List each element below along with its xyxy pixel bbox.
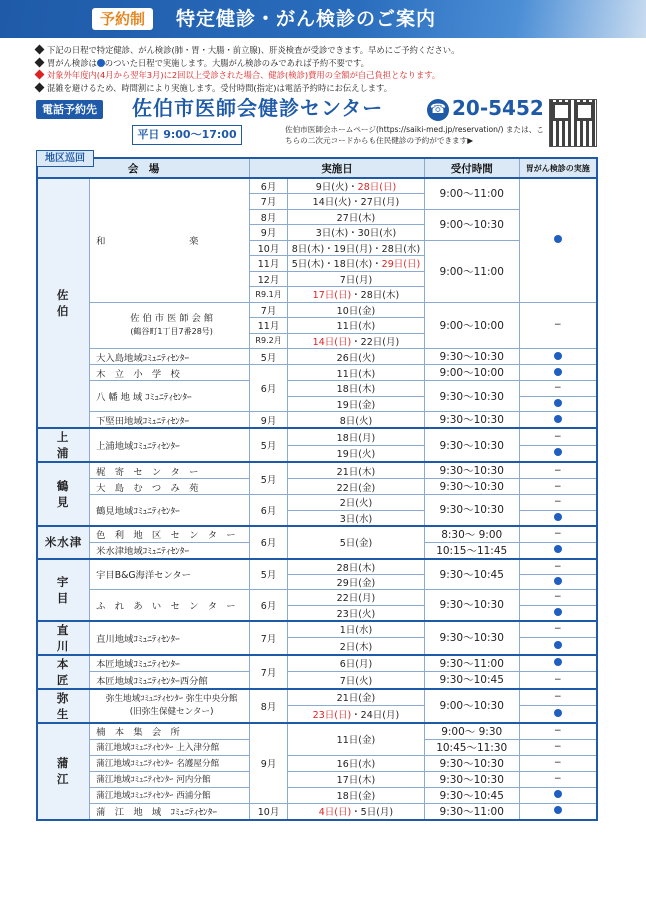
notes (36, 44, 626, 94)
gastric-mark: − (519, 559, 597, 575)
venue-oshima: 大 島 む つ み 苑 (90, 479, 250, 495)
month-cell: R9.1月 (250, 287, 288, 303)
blue-dot-icon (554, 790, 562, 798)
blue-dot-icon (554, 641, 562, 649)
venue-kamae: 蒲 江 地 域 ｺﾐｭﾆﾃｨｾﾝﾀｰ (90, 803, 250, 820)
date-cell: 1日(水) (288, 621, 425, 638)
date-cell: 5日(金) (288, 526, 425, 559)
month-cell: 7月 (250, 194, 288, 210)
table-row (37, 689, 597, 706)
venue-yayoi: 弥生地域ｺﾐｭﾆﾃｨｾﾝﾀｰ 弥生中央分館 (旧弥生保健センター) (90, 689, 250, 723)
gastric-mark (519, 445, 597, 462)
table-row (37, 771, 597, 787)
month-cell: 5月 (250, 349, 288, 365)
date-cell: 2日(火) (288, 495, 425, 511)
date-cell: 3日(水) (288, 510, 425, 526)
gastric-mark (519, 803, 597, 820)
date-cell: 8日(木)・19日(月)・28日(水) (288, 240, 425, 256)
time-cell: 9:30〜10:45 (424, 672, 519, 689)
month-cell: 5月 (250, 428, 288, 462)
table-row (37, 755, 597, 771)
month-cell: 5月 (250, 559, 288, 590)
date-cell: 19日(火) (288, 445, 425, 462)
gastric-mark (519, 510, 597, 526)
time-cell: 9:30〜11:00 (424, 803, 519, 820)
venue-kawauchi: 蒲江地域ｺﾐｭﾆﾃｨｾﾝﾀｰ 河内分館 (90, 771, 250, 787)
diamond-bullet-icon (35, 57, 45, 67)
table-row (37, 381, 597, 397)
month-cell: 7月 (250, 302, 288, 318)
time-cell: 9:30〜10:30 (424, 590, 519, 621)
date-cell: 16日(水) (288, 755, 425, 771)
blue-dot-icon (97, 59, 105, 67)
gastric-mark (519, 396, 597, 412)
time-cell: 9:00〜11:00 (424, 240, 519, 302)
month-cell: 6月 (250, 365, 288, 412)
table-row (37, 349, 597, 365)
gastric-mark: − (519, 462, 597, 479)
gastric-mark: − (519, 739, 597, 755)
venue-honjo-nishi: 本匠地域ｺﾐｭﾆﾃｨｾﾝﾀｰ西分館 (90, 672, 250, 689)
time-cell: 9:30〜10:30 (424, 381, 519, 412)
area-tsurumi: 鶴見 (37, 462, 90, 526)
table-row (37, 787, 597, 803)
month-cell: 11月 (250, 256, 288, 272)
date-cell: 18日(月) (288, 428, 425, 445)
date-cell: 6日(月) (288, 655, 425, 672)
venue-ishikai: 佐 伯 市 医 師 会 館 (鶴谷町1丁目7番28号) (90, 302, 250, 349)
venue-shimokatata: 下堅田地域ｺﾐｭﾆﾃｨｾﾝﾀｰ (90, 412, 250, 429)
gastric-mark: − (519, 479, 597, 495)
month-cell: 6月 (250, 178, 288, 194)
table-row (37, 723, 597, 740)
date-cell: 21日(木) (288, 462, 425, 479)
gastric-mark: − (519, 621, 597, 638)
blue-dot-icon (554, 448, 562, 456)
time-cell: 9:30〜10:30 (424, 495, 519, 526)
schedule-table (36, 157, 598, 821)
time-cell: 9:30〜10:30 (424, 462, 519, 479)
table-row (37, 495, 597, 511)
month-cell: 8月 (250, 689, 288, 723)
time-cell: 8:30〜 9:00 (424, 526, 519, 543)
date-cell: 23日(日)・24日(月) (288, 706, 425, 723)
table-row (37, 178, 597, 194)
gastric-mark: − (519, 723, 597, 740)
venue-ume-bg: 宇目B&G海洋センター (90, 559, 250, 590)
area-kamiura: 上浦 (37, 428, 90, 462)
gastric-mark: − (519, 771, 597, 787)
date-cell: 26日(火) (288, 349, 425, 365)
date-cell: 14日(火)・27日(月) (288, 194, 425, 210)
gastric-mark (519, 574, 597, 590)
blue-dot-icon (554, 658, 562, 666)
table-row (37, 803, 597, 820)
phone-icon: ☎ (427, 99, 449, 121)
gastric-mark: − (519, 526, 597, 543)
date-cell: 19日(金) (288, 396, 425, 412)
reservation-badge: 予約制 (92, 8, 153, 30)
venue-wagaku: 和 楽 (90, 178, 250, 302)
time-cell: 9:00〜11:00 (424, 178, 519, 209)
venue-oirujima: 大入島地域ｺﾐｭﾆﾃｨｾﾝﾀｰ (90, 349, 250, 365)
area-naokawa: 直川 (37, 621, 90, 655)
month-cell: 8月 (250, 209, 288, 225)
table-row (37, 412, 597, 429)
month-cell: 6月 (250, 495, 288, 526)
date-cell: 21日(金) (288, 689, 425, 706)
month-cell: 10月 (250, 803, 288, 820)
venue-irori: 色 利 地 区 セ ン タ ー (90, 526, 250, 543)
date-cell: 11日(金) (288, 723, 425, 756)
area-yayoi: 弥生 (37, 689, 90, 723)
header-banner (0, 0, 646, 38)
month-cell: 6月 (250, 526, 288, 559)
gastric-mark (519, 178, 597, 302)
table-row (37, 462, 597, 479)
date-cell: 22日(金) (288, 479, 425, 495)
gastric-mark (519, 365, 597, 381)
gastric-mark (519, 638, 597, 655)
venue-honjo: 本匠地域ｺﾐｭﾆﾃｨｾﾝﾀｰ (90, 655, 250, 672)
header-gastric: 胃がん検診の実施 (519, 158, 597, 178)
blue-dot-icon (554, 709, 562, 717)
venue-kajiyose: 梶 寄 セ ン タ ー (90, 462, 250, 479)
table-header-row (37, 158, 597, 178)
gastric-mark: − (519, 428, 597, 445)
gastric-mark (519, 412, 597, 429)
time-cell: 9:30〜10:30 (424, 428, 519, 462)
time-cell: 9:00〜10:30 (424, 209, 519, 240)
gastric-mark (519, 787, 597, 803)
time-cell: 9:00〜10:00 (424, 365, 519, 381)
web-note[interactable]: 佐伯市医師会ホームページ(https://saiki-med.jp/reservation/) または、こちらの二次元コードからも住民健診の予約ができます▶ (285, 125, 544, 145)
date-cell: 5日(木)・18日(水)・29日(日) (288, 256, 425, 272)
time-cell: 9:00〜10:00 (424, 302, 519, 349)
qr-code[interactable] (549, 99, 597, 147)
time-cell: 9:30〜10:30 (424, 412, 519, 429)
venue-kidate: 木 立 小 学 校 (90, 365, 250, 381)
header-date: 実施日 (250, 158, 425, 178)
area-honjo: 本匠 (37, 655, 90, 689)
table-row (37, 428, 597, 445)
phone-tag: 電話予約先 (36, 100, 103, 119)
gastric-mark: − (519, 689, 597, 706)
month-cell: 7月 (250, 655, 288, 689)
time-cell: 10:45〜11:30 (424, 739, 519, 755)
venue-tsurumi: 鶴見地域ｺﾐｭﾆﾃｨｾﾝﾀｰ (90, 495, 250, 526)
area-label: 地区巡回 (36, 150, 94, 167)
phone-number[interactable]: 20-5452 (452, 96, 544, 120)
gastric-mark (519, 706, 597, 723)
date-cell: 22日(月) (288, 590, 425, 606)
page-title: 特定健診・がん検診のご案内 (176, 8, 437, 30)
blue-dot-icon (554, 352, 562, 360)
blue-dot-icon (554, 806, 562, 814)
month-cell: 9月 (250, 412, 288, 429)
area-kamae: 蒲江 (37, 723, 90, 820)
note-line: 混雑を避けるため、時間割により実施します。受付時間(指定)は電話予約時にお伝えします。 (36, 82, 626, 95)
date-cell: 2日(木) (288, 638, 425, 655)
date-cell: 3日(木)・30日(水) (288, 225, 425, 241)
venue-kusumoto: 楠 本 集 会 所 (90, 723, 250, 740)
blue-dot-icon (554, 235, 562, 243)
table-row (37, 479, 597, 495)
phone-reservation (36, 98, 636, 122)
date-cell: 8日(火) (288, 412, 425, 429)
blue-dot-icon (554, 577, 562, 585)
blue-dot-icon (554, 608, 562, 616)
time-cell: 9:30〜10:30 (424, 349, 519, 365)
date-cell: 17日(木) (288, 771, 425, 787)
gastric-mark: − (519, 495, 597, 511)
date-cell: 18日(金) (288, 787, 425, 803)
diamond-bullet-icon (35, 70, 45, 80)
date-cell: 23日(火) (288, 605, 425, 621)
table-row (37, 365, 597, 381)
month-cell: 10月 (250, 240, 288, 256)
venue-naokawa: 直川地域ｺﾐｭﾆﾃｨｾﾝﾀｰ (90, 621, 250, 655)
date-cell: 7日(火) (288, 672, 425, 689)
time-cell: 9:30〜10:30 (424, 771, 519, 787)
table-row (37, 526, 597, 543)
gastric-mark: − (519, 381, 597, 397)
table-row (37, 655, 597, 672)
month-cell: 11月 (250, 318, 288, 334)
venue-nagoya: 蒲江地域ｺﾐｭﾆﾃｨｾﾝﾀｰ 名護屋分館 (90, 755, 250, 771)
venue-yawata: 八 幡 地 域 ｺﾐｭﾆﾃｨｾﾝﾀｰ (90, 381, 250, 412)
date-cell: 28日(木) (288, 559, 425, 575)
table-row (37, 559, 597, 575)
month-cell: 12月 (250, 271, 288, 287)
table-row (37, 302, 597, 318)
gastric-mark (519, 655, 597, 672)
blue-dot-icon (554, 545, 562, 553)
date-cell: 14日(日)・22日(月) (288, 333, 425, 349)
header-time: 受付時間 (424, 158, 519, 178)
date-cell: 27日(木) (288, 209, 425, 225)
venue-fureai: ふ れ あ い セ ン タ ー (90, 590, 250, 621)
time-cell: 9:30〜10:45 (424, 559, 519, 590)
date-cell: 29日(金) (288, 574, 425, 590)
time-cell: 10:15〜11:45 (424, 542, 519, 559)
date-cell: 7日(月) (288, 271, 425, 287)
table-row (37, 621, 597, 638)
diamond-bullet-icon (35, 82, 45, 92)
business-hours: 平日 9:00〜17:00 (132, 125, 242, 145)
blue-dot-icon (554, 415, 562, 423)
date-cell: 11日(水) (288, 318, 425, 334)
time-cell: 9:00〜10:30 (424, 689, 519, 723)
header-venue: 会 場 (37, 158, 250, 178)
table-row (37, 590, 597, 606)
area-ume: 宇目 (37, 559, 90, 621)
time-cell: 9:30〜11:00 (424, 655, 519, 672)
gastric-mark: − (519, 672, 597, 689)
month-cell: 5月 (250, 462, 288, 495)
venue-nishiura: 蒲江地域ｺﾐｭﾆﾃｨｾﾝﾀｰ 西浦分館 (90, 787, 250, 803)
gastric-mark: − (519, 755, 597, 771)
time-cell: 9:00〜 9:30 (424, 723, 519, 740)
note-line-warning: 対象外年度内(4月から翌年3月)に2回以上受診された場合、健診(検診)費用の全額が自己負担となります。 (36, 69, 626, 82)
month-cell: R9.2月 (250, 333, 288, 349)
date-cell: 18日(木) (288, 381, 425, 397)
time-cell: 9:30〜10:45 (424, 787, 519, 803)
date-cell: 9日(火)・28日(日) (288, 178, 425, 194)
gastric-mark (519, 349, 597, 365)
month-cell: 6月 (250, 590, 288, 621)
blue-dot-icon (554, 368, 562, 376)
month-cell: 7月 (250, 621, 288, 655)
month-cell: 9月 (250, 225, 288, 241)
venue-kamiura-tsu: 蒲江地域ｺﾐｭﾆﾃｨｾﾝﾀｰ 上入津分館 (90, 739, 250, 755)
venue-kamiura: 上浦地域ｺﾐｭﾆﾃｨｾﾝﾀｰ (90, 428, 250, 462)
date-cell: 11日(木) (288, 365, 425, 381)
time-cell: 9:30〜10:30 (424, 621, 519, 655)
gastric-mark (519, 605, 597, 621)
venue-yonozu: 米水津地域ｺﾐｭﾆﾃｨｾﾝﾀｰ (90, 542, 250, 559)
diamond-bullet-icon (35, 45, 45, 55)
area-saiki: 佐伯 (37, 178, 90, 428)
center-name: 佐伯市医師会健診センター (132, 96, 384, 120)
date-cell: 17日(日)・28日(木) (288, 287, 425, 303)
note-line: 下記の日程で特定健診、がん検診(肺・胃・大腸・前立腺)、肝炎検査が受診できます。早めにご予約ください。 (36, 44, 626, 57)
area-yonozu: 米水津 (37, 526, 90, 559)
date-cell: 4日(日)・5日(月) (288, 803, 425, 820)
time-cell: 9:30〜10:30 (424, 755, 519, 771)
month-cell: 9月 (250, 723, 288, 804)
date-cell: 10日(金) (288, 302, 425, 318)
blue-dot-icon (554, 513, 562, 521)
blue-dot-icon (554, 399, 562, 407)
time-cell: 9:30〜10:30 (424, 479, 519, 495)
gastric-mark: − (519, 590, 597, 606)
gastric-mark: − (519, 302, 597, 349)
note-line: 胃がん検診は のついた日程で実施します。大腸がん検診のみであれば予約不要です。 (36, 57, 626, 70)
gastric-mark (519, 542, 597, 559)
table-row (37, 672, 597, 689)
